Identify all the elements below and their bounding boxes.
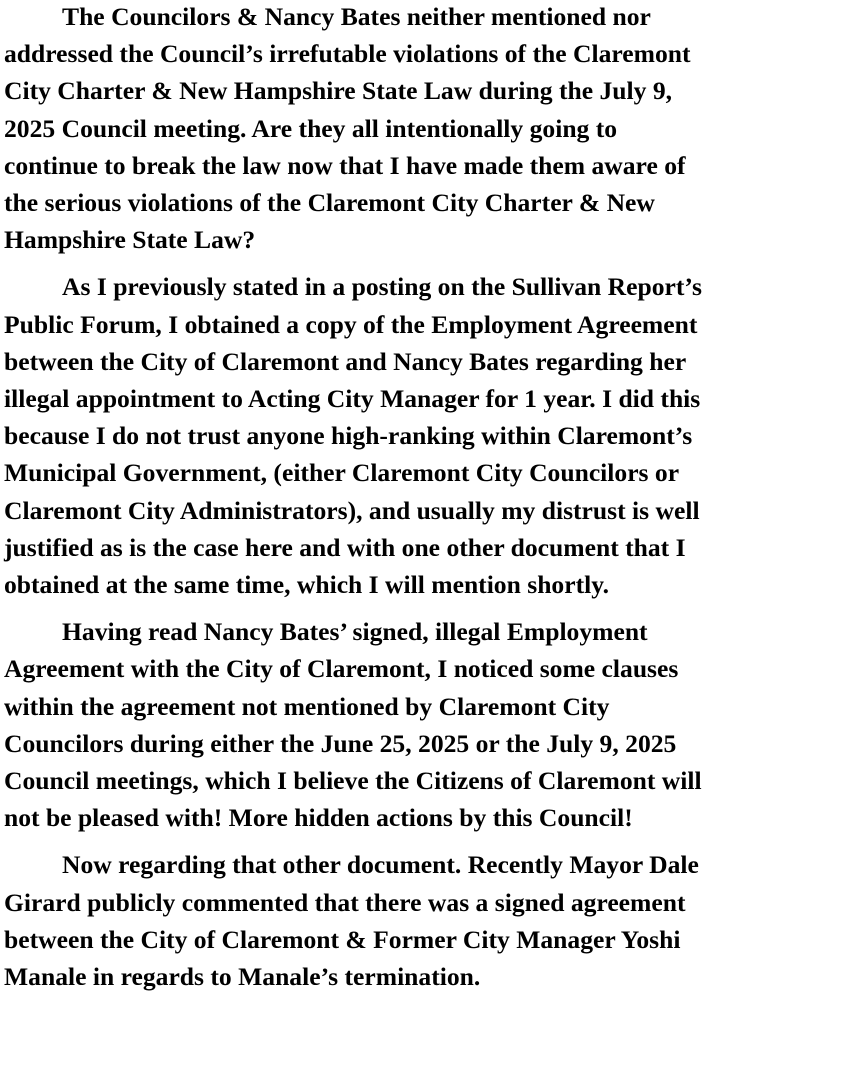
text-line: Having read Nancy Bates’ signed, illegal Employment bbox=[62, 617, 648, 647]
text-line: Manale in regards to Manale’s termination. bbox=[4, 962, 481, 992]
text-line: because I do not trust anyone high-ranking within Claremont’s bbox=[4, 421, 693, 451]
text-line: Councilors during either the June 25, 2025 or the July 9, 2025 bbox=[4, 728, 677, 758]
paragraph-1 bbox=[4, 0, 845, 258]
text-line: As I previously stated in a posting on the Sullivan Report’s bbox=[62, 272, 702, 302]
text-line: between the City of Claremont and Nancy Bates regarding her bbox=[4, 346, 687, 376]
text-line: City Charter & New Hampshire State Law during the July 9, bbox=[4, 76, 673, 106]
paragraph-2 bbox=[4, 268, 845, 603]
text-line: Agreement with the City of Claremont, I noticed some clauses bbox=[4, 654, 679, 684]
text-line: justified as is the case here and with one other document that I bbox=[4, 532, 686, 562]
text-line: 2025 Council meeting. Are they all intentionally going to bbox=[4, 113, 618, 143]
text-line: Now regarding that other document. Recently Mayor Dale bbox=[62, 850, 699, 880]
text-line: obtained at the same time, which I will mention shortly. bbox=[4, 570, 610, 600]
text-line: continue to break the law now that I have made them aware of bbox=[4, 150, 686, 180]
paragraph-3 bbox=[4, 613, 845, 836]
text-line: addressed the Council’s irrefutable violations of the Claremont bbox=[4, 39, 691, 69]
text-line: Girard publicly commented that there was a signed agreement bbox=[4, 887, 686, 917]
text-line: within the agreement not mentioned by Claremont City bbox=[4, 691, 610, 721]
text-line: the serious violations of the Claremont City Charter & New bbox=[4, 188, 655, 218]
text-line: Claremont City Administrators), and usually my distrust is well bbox=[4, 495, 700, 525]
text-line: illegal appointment to Acting City Manager for 1 year. I did this bbox=[4, 384, 701, 414]
text-line: Public Forum, I obtained a copy of the Employment Agreement bbox=[4, 309, 698, 339]
text-line: Hampshire State Law? bbox=[4, 225, 256, 255]
paragraph-4 bbox=[4, 846, 845, 995]
text-line: Council meetings, which I believe the Citizens of Claremont will bbox=[4, 766, 702, 796]
document-body bbox=[4, 0, 845, 1005]
text-line: The Councilors & Nancy Bates neither mentioned nor bbox=[62, 2, 651, 31]
text-line: between the City of Claremont & Former City Manager Yoshi bbox=[4, 924, 681, 954]
text-line: Municipal Government, (either Claremont City Councilors or bbox=[4, 458, 680, 488]
text-line: not be pleased with! More hidden actions by this Council! bbox=[4, 803, 633, 833]
